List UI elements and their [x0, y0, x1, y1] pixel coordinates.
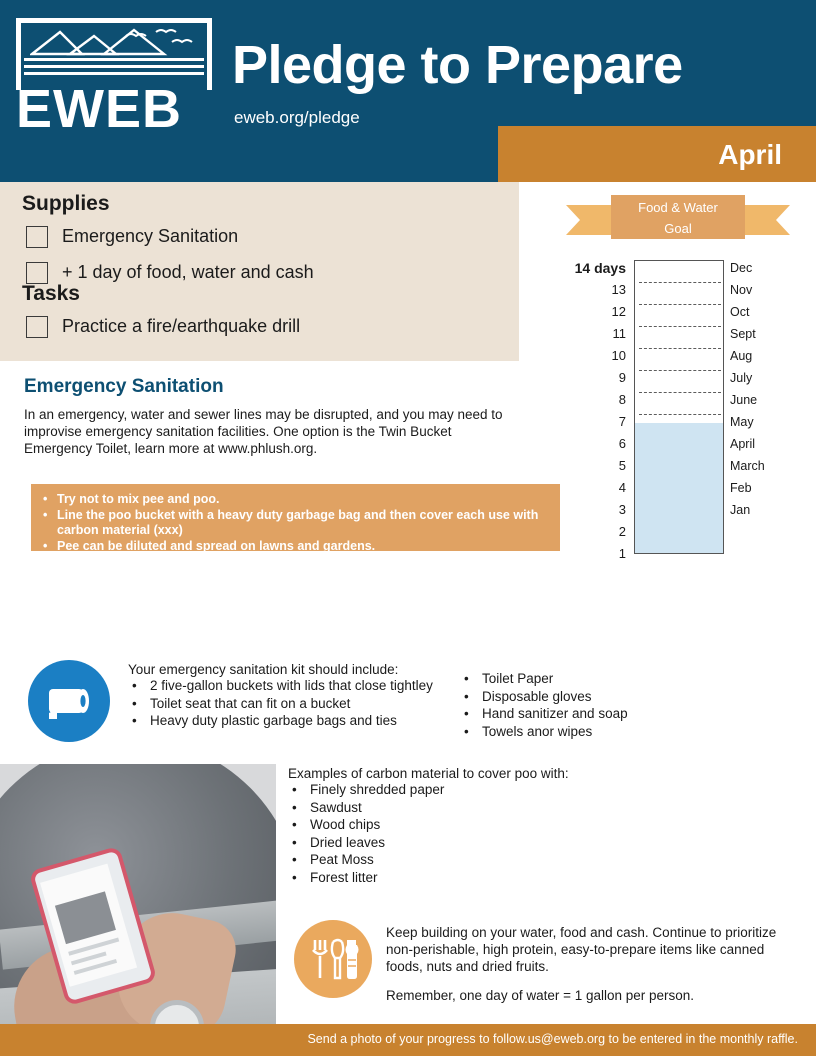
month-banner: [498, 126, 816, 182]
food-water-badge: [294, 920, 372, 998]
kit-items-right: [460, 671, 760, 741]
checkbox[interactable]: [26, 316, 48, 338]
list-item: • Disposable gloves: [460, 689, 760, 706]
list-item: • Toilet Paper: [460, 671, 760, 688]
list-item: • Hand sanitizer and soap: [460, 706, 760, 723]
photo-phone-image: [55, 891, 116, 944]
month-tick: Feb: [730, 481, 752, 495]
fork-water-bottle-icon: [307, 936, 359, 982]
month-tick: Sept: [730, 327, 756, 341]
scale-number: 10: [611, 348, 626, 363]
tip-item: • Line the poo bucket with a heavy duty garbage bag and then cover each use with carbon material (xxx): [57, 508, 550, 539]
tip-item: • Try not to mix pee and poo.: [57, 492, 550, 508]
tip-item: • Pee can be diluted and spread on lawns and gardens.: [57, 539, 550, 555]
supplies-heading: Supplies: [22, 192, 110, 215]
scale-number: 2: [618, 524, 626, 539]
food-water-paragraph-1: Keep building on your water, food and cash. Continue to prioritize non-perishable, high protein, easy-to-prepare items like canned foods, nuts and dried fruits.: [386, 925, 777, 974]
month-tick: Nov: [730, 283, 753, 297]
list-item: • 2 five-gallon buckets with lids that close tightley: [128, 678, 458, 695]
mountains-birds-icon: [30, 26, 200, 56]
list-item: • Peat Moss: [288, 852, 588, 869]
month-tick: Oct: [730, 305, 750, 319]
list-item: • Sawdust: [288, 800, 588, 817]
kit-items-left: [128, 678, 458, 731]
scale-number: 11: [612, 326, 626, 341]
list-item: • Finely shredded paper: [288, 782, 588, 799]
scale-number: 13: [611, 282, 626, 297]
page-url: eweb.org/pledge: [234, 108, 360, 127]
hands-phone-photo: [0, 764, 276, 1056]
kit-intro: Your emergency sanitation kit should include:: [128, 662, 399, 677]
month-tick: March: [730, 459, 765, 473]
checkbox[interactable]: [26, 226, 48, 248]
carbon-list: [288, 782, 588, 887]
list-item: • Towels anor wipes: [460, 724, 760, 741]
toilet-paper-icon: [45, 679, 93, 723]
footer-text: Send a photo of your progress to follow.us@eweb.org to be entered in the monthly raffle.: [307, 1032, 798, 1046]
scale-number: 12: [611, 304, 626, 319]
checkbox[interactable]: [26, 262, 48, 284]
list-item: • Wood chips: [288, 817, 588, 834]
page-header: [0, 0, 816, 182]
sanitation-kit-badge: [28, 660, 110, 742]
scale-number: 3: [618, 502, 626, 517]
goal-ribbon: [566, 195, 790, 243]
month-tick: Aug: [730, 349, 753, 363]
tasks-heading: Tasks: [22, 282, 80, 305]
goal-top-label: 14 days: [574, 260, 626, 276]
month-tick: July: [730, 371, 753, 385]
page-footer: [0, 1024, 816, 1056]
checklist-item-label: Practice a fire/earthquake drill: [62, 316, 301, 336]
ribbon-center: [611, 195, 745, 239]
month-label: April: [718, 139, 782, 170]
list-item: • Dried leaves: [288, 835, 588, 852]
scale-number: 5: [618, 458, 626, 473]
scale-number: 7: [618, 414, 626, 429]
eweb-logo: [16, 18, 212, 138]
scale-number: 8: [618, 392, 626, 407]
logo-wordmark: EWEB: [16, 79, 182, 139]
list-item: • Toilet seat that can fit on a bucket: [128, 696, 458, 713]
month-tick: Dec: [730, 261, 753, 275]
checklist-panel: [0, 182, 519, 361]
goal-thermometer: [634, 260, 724, 554]
page-title: Pledge to Prepare: [232, 35, 683, 95]
goal-line-1: Food & Water: [638, 200, 718, 215]
sanitation-tips-box: [31, 484, 560, 551]
goal-line-2: Goal: [664, 221, 692, 236]
month-tick: April: [730, 437, 756, 451]
list-item: • Heavy duty plastic garbage bags and ties: [128, 713, 458, 730]
goal-fill: [635, 423, 723, 553]
goal-month-labels: [730, 260, 804, 524]
food-water-paragraph-2: Remember, one day of water = 1 gallon per person.: [386, 988, 695, 1003]
scale-number: 9: [618, 370, 626, 385]
checklist-item-label: + 1 day of food, water and cash: [62, 262, 314, 282]
month-tick: June: [730, 393, 758, 407]
checklist-item-label: Emergency Sanitation: [62, 226, 239, 246]
carbon-title: Examples of carbon material to cover poo with:: [288, 766, 569, 781]
month-tick: May: [730, 415, 754, 429]
scale-number: 6: [618, 436, 626, 451]
sanitation-title: Emergency Sanitation: [24, 376, 224, 397]
month-tick: Jan: [730, 503, 751, 517]
sanitation-body: In an emergency, water and sewer lines may be disrupted, and you may need to improvise emergency sanitation facilities. One option is the Twin Bucket Emergency Toilet, learn more at www.phlush.org.: [24, 407, 503, 456]
scale-number: 4: [618, 480, 626, 495]
list-item: • Forest litter: [288, 870, 588, 887]
scale-number: 1: [618, 546, 626, 561]
